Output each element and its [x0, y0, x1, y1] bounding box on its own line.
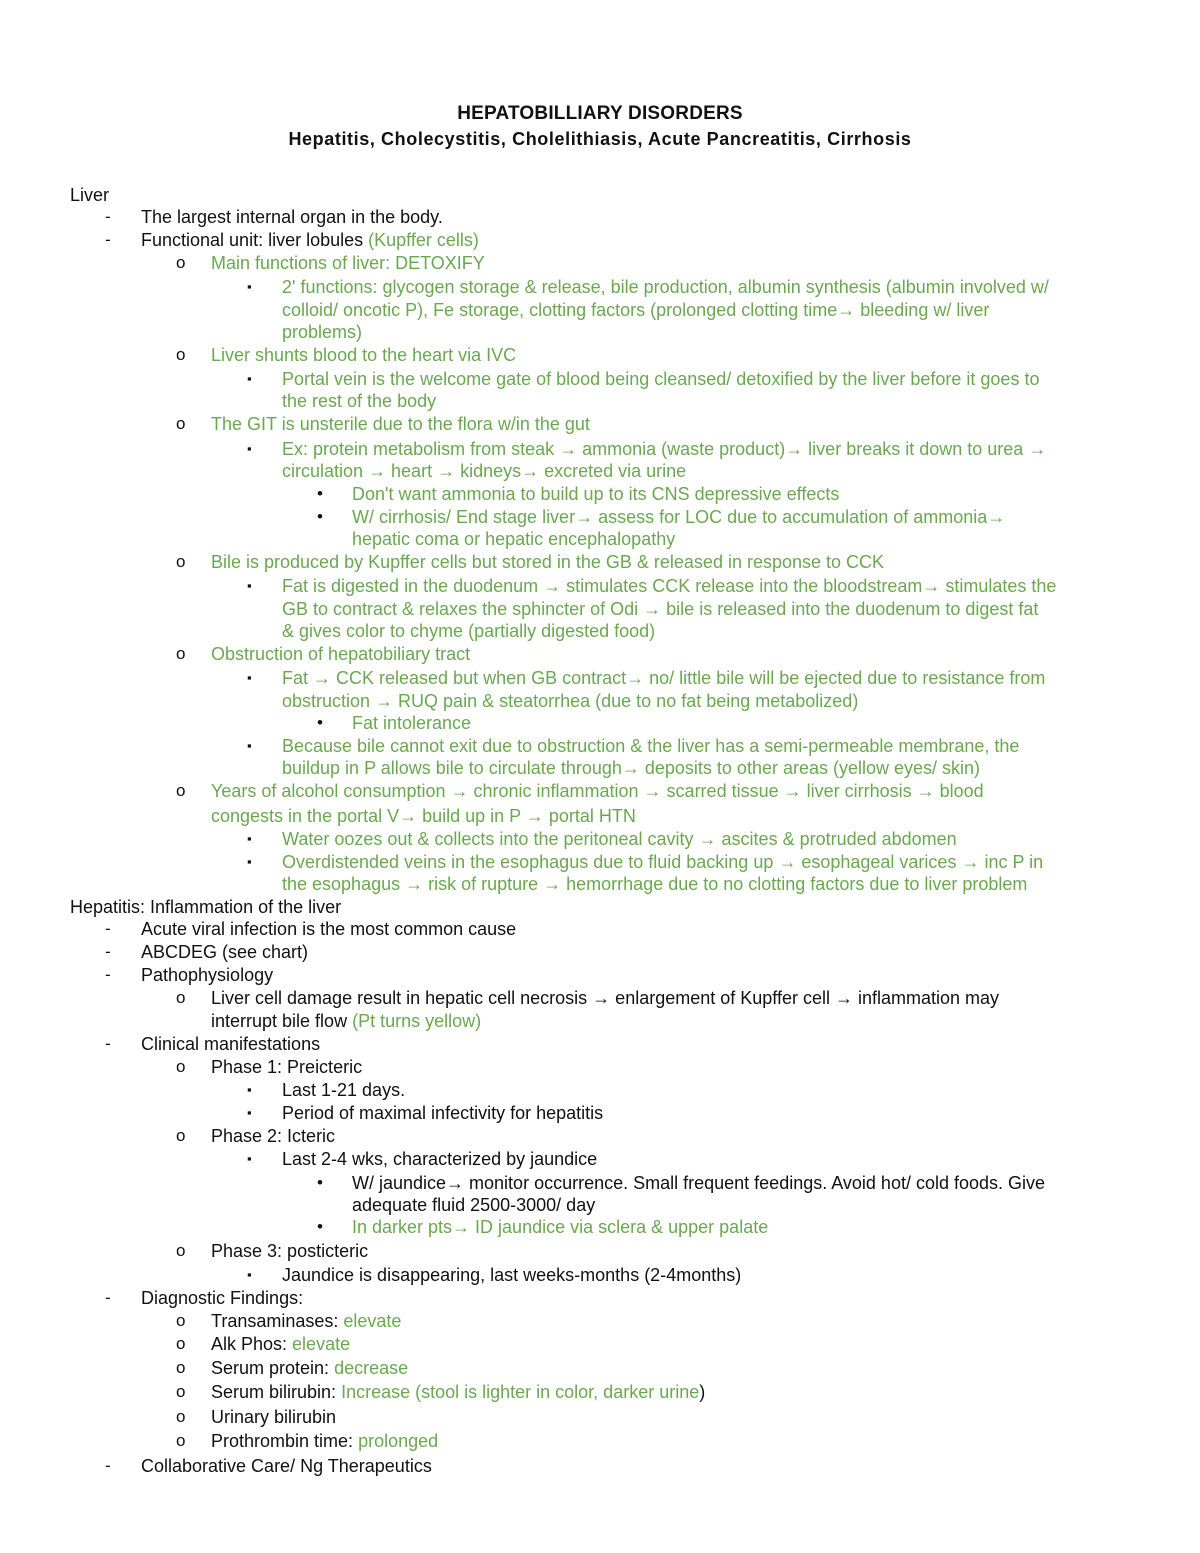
list-item-text — [141, 964, 273, 986]
list-item-text — [282, 321, 362, 343]
list-item-text — [211, 1357, 408, 1379]
list-bullet-level-2: o — [176, 1311, 186, 1330]
note-text: interrupt bile flow — [211, 1011, 353, 1031]
green-annotation-text: Bile is produced by Kupffer cells but stored in the GB & released in response to CCK — [211, 552, 885, 572]
list-bullet-level-2: o — [176, 552, 186, 571]
green-annotation-text: circulation → heart → kidneys→ excreted via urine — [282, 461, 687, 481]
list-bullet-level-2: o — [176, 1407, 186, 1426]
note-text: Serum protein: — [211, 1358, 335, 1378]
list-bullet-level-2: o — [176, 1241, 186, 1260]
list-item-text — [282, 873, 1027, 895]
list-item-text — [352, 1216, 768, 1238]
list-item-text — [282, 851, 1043, 873]
list-bullet-level-3: ▪ — [247, 441, 252, 456]
green-annotation-text: & gives color to chyme (partially digested food) — [282, 621, 656, 641]
note-text: Transaminases: — [211, 1311, 344, 1331]
green-annotation-text: elevate — [343, 1311, 402, 1331]
green-annotation-text: Ex: protein metabolism from steak → ammonia (waste product)→ liver breaks it down to urea → — [282, 439, 1047, 459]
list-bullet-level-4: • — [317, 1217, 323, 1236]
list-item-text — [211, 805, 636, 827]
list-bullet-level-1: - — [105, 230, 111, 249]
note-text: Liver — [70, 185, 110, 205]
list-bullet-level-4: • — [317, 1173, 323, 1192]
list-item-text — [282, 575, 1056, 597]
note-text: Urinary bilirubin — [211, 1407, 337, 1427]
document-subtitle: Hepatitis, Cholecystitis, Cholelithiasis, Acute Pancreatitis, Cirrhosis — [288, 129, 912, 149]
green-annotation-text: obstruction → RUQ pain & steatorrhea (due to no fat being metabolized) — [282, 691, 859, 711]
list-bullet-level-2: o — [176, 1334, 186, 1353]
list-bullet-level-2: o — [176, 1057, 186, 1076]
green-annotation-text: Fat intolerance — [352, 713, 472, 733]
list-item-text — [282, 299, 989, 321]
note-text: Last 2-4 wks, characterized by jaundice — [282, 1149, 598, 1169]
section-heading — [70, 896, 341, 918]
list-item-text — [282, 438, 1046, 460]
list-bullet-level-1: - — [105, 1034, 111, 1053]
list-bullet-level-1: - — [105, 207, 111, 226]
list-item-text — [282, 620, 655, 642]
list-item-text — [352, 506, 1005, 528]
list-item-text — [211, 413, 590, 435]
list-bullet-level-1: - — [105, 1456, 111, 1475]
list-item-text — [211, 643, 470, 665]
note-text: Last 1-21 days. — [282, 1080, 406, 1100]
green-annotation-text: Water oozes out & collects into the peritoneal cavity → ascites & protruded abdomen — [282, 829, 957, 849]
green-annotation-text: prolonged — [358, 1431, 439, 1451]
note-text: Jaundice is disappearing, last weeks-months (2-4months) — [282, 1265, 742, 1285]
green-annotation-text: Don't want ammonia to build up to its CNS depressive effects — [352, 484, 840, 504]
green-annotation-text: decrease — [334, 1358, 409, 1378]
green-annotation-text: 2' functions: glycogen storage & release, bile production, albumin synthesis (albumin involved w/ — [282, 277, 1049, 297]
list-item-text — [211, 1056, 362, 1078]
list-bullet-level-2: o — [176, 644, 186, 663]
green-annotation-text: Overdistended veins in the esophagus due to fluid backing up → esophageal varices → inc P in — [282, 852, 1044, 872]
green-annotation-text: In darker pts→ ID jaundice via sclera & upper palate — [352, 1217, 769, 1237]
list-item-text — [211, 1430, 438, 1452]
list-item-text — [141, 918, 516, 940]
list-item-text — [141, 229, 479, 251]
note-text: Pathophysiology — [141, 965, 274, 985]
green-annotation-text: Portal vein is the welcome gate of blood being cleansed/ detoxified by the liver before it goes to — [282, 369, 1040, 389]
list-item-text — [282, 1102, 603, 1124]
note-text: Prothrombin time: — [211, 1431, 359, 1451]
list-item-text — [282, 1079, 405, 1101]
note-text: Functional unit: liver lobules — [141, 230, 369, 250]
green-annotation-text: colloid/ oncotic P), Fe storage, clotting factors (prolonged clotting time→ bleeding w/ liver — [282, 300, 990, 320]
green-annotation-text: the esophagus → risk of rupture → hemorrhage due to no clotting factors due to liver problem — [282, 874, 1028, 894]
note-text: Phase 1: Preicteric — [211, 1057, 363, 1077]
note-text: Liver cell damage result in hepatic cell necrosis → enlargement of Kupffer cell → inflammation may — [211, 988, 1000, 1008]
list-item-text — [211, 344, 516, 366]
list-bullet-level-3: ▪ — [247, 670, 252, 685]
list-item-text — [211, 252, 485, 274]
note-text: The largest internal organ in the body. — [141, 207, 443, 227]
list-bullet-level-3: ▪ — [247, 831, 252, 846]
list-item-text — [282, 368, 1039, 390]
green-annotation-text: (Pt turns yellow) — [352, 1011, 482, 1031]
note-text: Clinical manifestations — [141, 1034, 321, 1054]
list-bullet-level-3: ▪ — [247, 1082, 252, 1097]
document-title: HEPATOBILLIARY DISORDERS — [457, 103, 743, 124]
note-text: Period of maximal infectivity for hepatitis — [282, 1103, 604, 1123]
green-annotation-text: Liver shunts blood to the heart via IVC — [211, 345, 517, 365]
green-annotation-text: GB to contract & relaxes the sphincter of Odi → bile is released into the duodenum to digest fat — [282, 599, 1039, 619]
list-item-text — [352, 483, 839, 505]
list-bullet-level-3: ▪ — [247, 854, 252, 869]
note-text: W/ jaundice→ monitor occurrence. Small frequent feedings. Avoid hot/ cold foods. Give — [352, 1173, 1046, 1193]
list-item-text — [211, 780, 984, 802]
list-item-text — [211, 987, 999, 1009]
green-annotation-text: Years of alcohol consumption → chronic inflammation → scarred tissue → liver cirrhosis → blood — [211, 781, 984, 801]
list-item-text — [141, 1455, 432, 1477]
note-text: ABCDEG (see chart) — [141, 942, 309, 962]
green-annotation-text: hepatic coma or hepatic encephalopathy — [352, 529, 676, 549]
list-item-text — [141, 206, 443, 228]
green-annotation-text: problems) — [282, 322, 363, 342]
list-item-text — [282, 460, 686, 482]
list-item-text — [211, 1010, 481, 1032]
list-bullet-level-2: o — [176, 1382, 186, 1401]
list-item-text — [211, 1381, 705, 1403]
note-text: ) — [699, 1382, 706, 1402]
list-bullet-level-3: ▪ — [247, 1151, 252, 1166]
list-bullet-level-2: o — [176, 414, 186, 433]
note-text: Alk Phos: — [211, 1334, 293, 1354]
list-item-text — [282, 690, 858, 712]
list-bullet-level-4: • — [317, 713, 323, 732]
note-text: Phase 2: Icteric — [211, 1126, 336, 1146]
list-bullet-level-4: • — [317, 484, 323, 503]
list-item-text — [211, 1125, 335, 1147]
green-annotation-text: Main functions of liver: DETOXIFY — [211, 253, 485, 273]
list-bullet-level-3: ▪ — [247, 279, 252, 294]
list-item-text — [282, 276, 1049, 298]
note-text: Acute viral infection is the most common cause — [141, 919, 517, 939]
list-item-text — [282, 667, 1045, 689]
list-item-text — [282, 390, 436, 412]
list-item-text — [352, 528, 675, 550]
list-bullet-level-2: o — [176, 345, 186, 364]
list-item-text — [282, 735, 1019, 757]
list-bullet-level-3: ▪ — [247, 738, 252, 753]
list-item-text — [282, 1148, 597, 1170]
list-bullet-level-1: - — [105, 942, 111, 961]
green-annotation-text: Obstruction of hepatobiliary tract — [211, 644, 471, 664]
note-text: Serum bilirubin: — [211, 1382, 342, 1402]
green-annotation-text: congests in the portal V→ build up in P → portal HTN — [211, 806, 636, 826]
list-bullet-level-4: • — [317, 507, 323, 526]
list-item-text — [282, 598, 1038, 620]
green-annotation-text: Because bile cannot exit due to obstruction & the liver has a semi-permeable membrane, the — [282, 736, 1020, 756]
list-item-text — [211, 551, 884, 573]
list-bullet-level-1: - — [105, 1288, 111, 1307]
list-bullet-level-1: - — [105, 919, 111, 938]
list-bullet-level-3: ▪ — [247, 371, 252, 386]
note-text: adequate fluid 2500-3000/ day — [352, 1195, 596, 1215]
list-item-text — [352, 1194, 595, 1216]
list-item-text — [352, 1172, 1045, 1194]
list-bullet-level-2: o — [176, 988, 186, 1007]
list-item-text — [282, 1264, 741, 1286]
list-bullet-level-2: o — [176, 1358, 186, 1377]
list-item-text — [141, 1033, 320, 1055]
green-annotation-text: (Kupffer cells) — [368, 230, 479, 250]
list-bullet-level-3: ▪ — [247, 578, 252, 593]
green-annotation-text: Fat → CCK released but when GB contract→ no/ little bile will be ejected due to resistance from — [282, 668, 1046, 688]
green-annotation-text: elevate — [292, 1334, 351, 1354]
list-bullet-level-2: o — [176, 253, 186, 272]
list-bullet-level-2: o — [176, 1431, 186, 1450]
list-item-text — [141, 1287, 303, 1309]
list-item-text — [352, 712, 471, 734]
list-item-text — [211, 1310, 401, 1332]
list-item-text — [141, 941, 308, 963]
list-item-text — [282, 757, 980, 779]
list-bullet-level-3: ▪ — [247, 1105, 252, 1120]
note-text: Collaborative Care/ Ng Therapeutics — [141, 1456, 432, 1476]
list-item-text — [211, 1333, 350, 1355]
list-bullet-level-2: o — [176, 1126, 186, 1145]
green-annotation-text: Fat is digested in the duodenum → stimulates CCK release into the bloodstream→ stimulates the — [282, 576, 1057, 596]
section-heading — [70, 184, 109, 206]
green-annotation-text: Increase (stool is lighter in color, darker urine — [341, 1382, 700, 1402]
list-bullet-level-3: ▪ — [247, 1267, 252, 1282]
note-text: Diagnostic Findings: — [141, 1288, 304, 1308]
list-bullet-level-2: o — [176, 781, 186, 800]
list-item-text — [211, 1240, 368, 1262]
list-item-text — [282, 828, 957, 850]
list-item-text — [211, 1406, 336, 1428]
green-annotation-text: the rest of the body — [282, 391, 437, 411]
green-annotation-text: W/ cirrhosis/ End stage liver→ assess for LOC due to accumulation of ammonia→ — [352, 507, 1006, 527]
note-text: Hepatitis: Inflammation of the liver — [70, 897, 342, 917]
green-annotation-text: buildup in P allows bile to circulate through→ deposits to other areas (yellow eyes/ skin) — [282, 758, 981, 778]
green-annotation-text: The GIT is unsterile due to the flora w/in the gut — [211, 414, 590, 434]
list-bullet-level-1: - — [105, 965, 111, 984]
note-text: Phase 3: posticteric — [211, 1241, 369, 1261]
